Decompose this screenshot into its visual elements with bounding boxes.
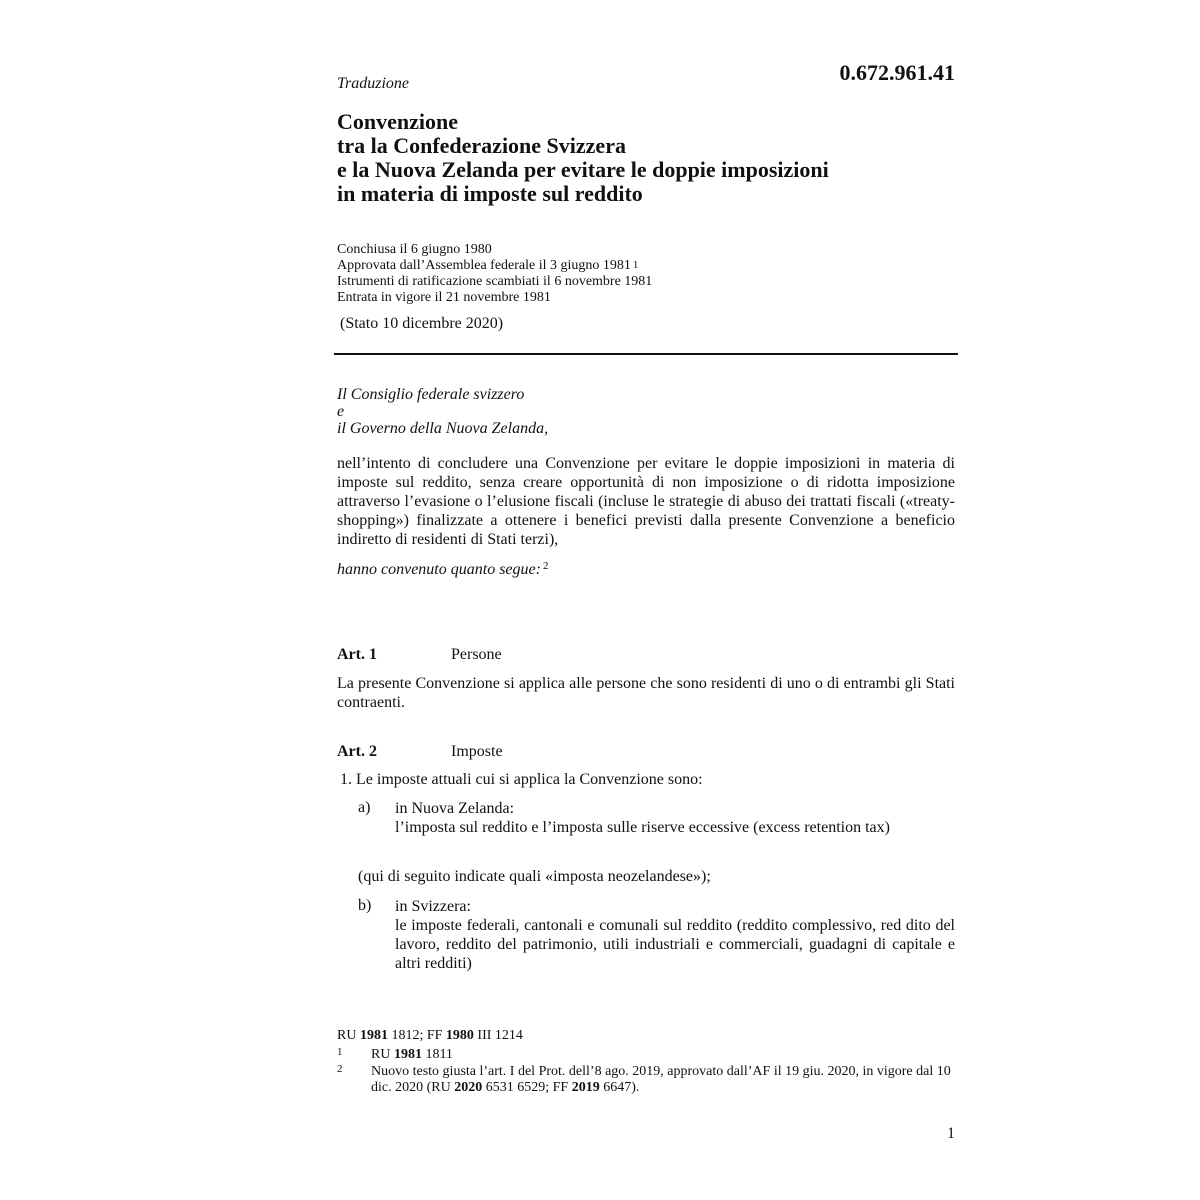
header-divider — [334, 353, 958, 355]
footnote-1-text: RU 1981 1811 — [371, 1047, 453, 1062]
status-date: (Stato 10 dicembre 2020) — [340, 315, 504, 332]
footnote-number: 1 — [337, 1046, 343, 1058]
treaty-metadata — [337, 242, 652, 306]
translation-label: Traduzione — [337, 75, 410, 92]
footnote-2-text: Nuovo testo giusta l’art. I del Prot. dell’8 ago. 2019, approvato dall’AF il 19 giu. 2020, in vigore dal 10 dic. 2020 (RU 2020 6531 6529; FF 2019 6647). — [371, 1064, 951, 1095]
article-title: Persone — [451, 646, 502, 663]
title-line: in materia di imposte sul reddito — [337, 181, 643, 206]
title-line: tra la Confederazione Svizzera — [337, 133, 626, 158]
article-number: Art. 1 — [337, 646, 377, 663]
document-title — [337, 110, 829, 206]
nz-tax-note: (qui di seguito indicate quali «imposta neozelandese»); — [358, 868, 711, 885]
article-2-paragraph-1: 1. Le imposte attuali cui si applica la Convenzione sono: — [340, 771, 703, 788]
concluded-date: Conchiusa il 6 giugno 1980 — [337, 242, 492, 257]
item-letter: b) — [358, 897, 372, 914]
preamble-closing: hanno convenuto quanto segue: $^2$ — [337, 560, 549, 578]
in-force-date: Entrata in vigore il 21 novembre 1981 — [337, 290, 551, 305]
article-title: Imposte — [451, 743, 503, 760]
title-line: e la Nuova Zelanda per evitare le doppie imposizioni — [337, 157, 829, 182]
item-heading: in Svizzera: — [395, 898, 471, 915]
article-number: Art. 2 — [337, 743, 377, 760]
item-a-body — [395, 799, 955, 837]
party-switzerland: Il Consiglio federale svizzero — [337, 386, 525, 403]
footnote-ref[interactable]: 2 — [542, 560, 549, 572]
item-heading: in Nuova Zelanda: — [395, 800, 515, 817]
item-text: le imposte federali, cantonali e comunali sul reddito (reddito complessivo, red dito del lavoro, reddito del patrimonio, utili industriali e commerciali, guadagni di capitale e altri redditi) — [395, 917, 955, 972]
party-new-zealand: il Governo della Nuova Zelanda, — [337, 420, 549, 437]
document-number: 0.672.961.41 — [839, 60, 955, 85]
official-reference: RU 1981 1812; FF 1980 III 1214 — [337, 1028, 523, 1043]
ratification-date: Istrumenti di ratificazione scambiati il 6 novembre 1981 — [337, 274, 653, 289]
preamble-text: nell’intento di concludere una Convenzione per evitare le doppie imposizioni in materia di imposte sul reddito, senza creare opportunità di non imposizione o di ridotta imposizione attraverso l’evasione o l’elusione fiscali (incluse le strategie di abuso dei trattati fiscali («treaty-shopping») finalizzate a ottenere i benefici previsti dalla presente Convenzione a beneficio indiretto di residenti di Stati terzi), — [337, 455, 955, 548]
party-conjunction: e — [337, 403, 345, 420]
contracting-parties — [337, 386, 548, 437]
approved-date: Approvata dall’Assemblea federale il 3 giugno 1981 $^1$ — [337, 258, 639, 273]
item-b-body — [395, 897, 955, 973]
footnote-number: 2 — [337, 1063, 343, 1075]
title-line: Convenzione — [337, 109, 458, 134]
item-letter: a) — [358, 799, 371, 816]
item-text: l’imposta sul reddito e l’imposta sulle riserve eccessive (excess retention tax) — [395, 819, 890, 836]
footnote-ref[interactable]: 1 — [632, 259, 639, 271]
article-1-text: La presente Convenzione si applica alle persone che sono residenti di uno o di entrambi gli Stati contraenti. — [337, 675, 955, 711]
page-number: 1 — [947, 1125, 955, 1142]
